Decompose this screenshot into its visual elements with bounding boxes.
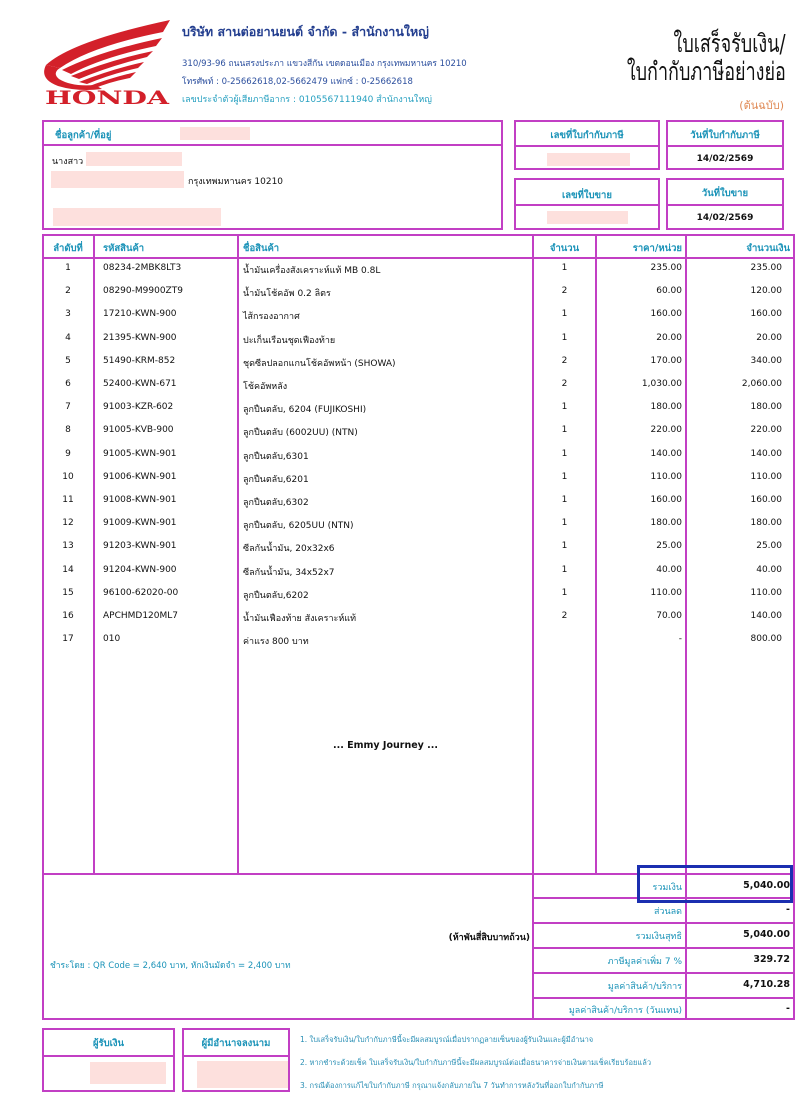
redacted-block <box>180 127 250 140</box>
row-name: ลูกปืนตลับ,6301 <box>243 451 309 462</box>
row-no: 10 <box>62 471 74 482</box>
sales-date: 14/02/2569 <box>696 213 754 223</box>
row-qty: 1 <box>561 587 568 598</box>
customer-label: ชื่อลูกค้า/ที่อยู่ <box>55 130 112 141</box>
row-qty: 1 <box>561 309 568 320</box>
row-amount: 25.00 <box>756 541 782 552</box>
header-price: ราคา/หน่วย <box>632 243 682 254</box>
vat-value: 329.72 <box>753 954 790 965</box>
row-price: 25.00 <box>656 541 682 552</box>
row-no: 1 <box>65 263 71 273</box>
redacted-block <box>86 152 182 166</box>
row-no: 5 <box>65 355 71 366</box>
row-price: 60.00 <box>656 286 682 297</box>
row-no: 9 <box>65 448 71 459</box>
redacted-block <box>547 211 628 224</box>
row-code: 91006-KWN-901 <box>103 471 177 482</box>
authorized-label: ผู้มีอำนาจลงนาม <box>201 1038 271 1049</box>
row-price: 140.00 <box>650 448 682 459</box>
row-amount: 2,060.00 <box>741 379 782 389</box>
row-name: ลูกปืนตลับ,6202 <box>243 590 309 601</box>
row-amount: 235.00 <box>750 263 782 273</box>
honda-wing-icon <box>40 15 175 107</box>
row-price: 110.00 <box>650 471 682 482</box>
row-no: 4 <box>65 332 71 343</box>
table-row <box>0 286 800 302</box>
row-name: ค่าแรง 800 บาท <box>243 637 309 648</box>
row-qty: 1 <box>561 332 568 343</box>
logo-text: HONDA <box>45 87 170 107</box>
net-total-label: รวมเงินสุทธิ <box>635 932 682 942</box>
row-qty: 1 <box>561 402 568 413</box>
row-price: 40.00 <box>656 564 682 575</box>
table-row <box>0 541 800 557</box>
row-price: 180.00 <box>650 518 682 529</box>
header-qty: จำนวน <box>549 243 580 254</box>
row-price: 160.00 <box>650 495 682 505</box>
table-row <box>0 379 800 395</box>
row-name: น้ำมันเฟืองท้าย สังเคราะห์แท้ <box>243 614 357 624</box>
tax-invoice-no-label: เลขที่ใบกำกับภาษี <box>550 130 624 141</box>
row-qty: 1 <box>561 541 568 552</box>
row-name: ซีลกันน้ำมัน, 34x52x7 <box>243 567 335 578</box>
row-no: 13 <box>62 541 74 552</box>
row-amount: 110.00 <box>750 471 782 482</box>
row-price: 1,030.00 <box>641 379 682 389</box>
row-no: 17 <box>62 634 74 645</box>
row-price: 160.00 <box>650 309 682 320</box>
document-title-line2: ใบกำกับภาษีอย่างย่อ <box>627 57 786 86</box>
company-address: 310/93-96 ถนนสรงประภา แขวงสีกัน เขตดอนเมือง กรุงเทพมหานคร 10210 <box>182 59 467 69</box>
footer-note-2: 2. หากชำระด้วยเช็ค ใบเสร็จรับเงิน/ใบกำกับภาษีนี้จะมีผลสมบูรณ์ต่อเมื่อธนาคารจ่ายเงินตามเช็คเรียบร้อยแล้ว <box>300 1058 652 1067</box>
row-code: 91008-KWN-901 <box>103 495 177 505</box>
row-qty: 2 <box>561 379 568 389</box>
row-code: 17210-KWN-900 <box>103 309 177 320</box>
payment-method: ชำระโดย : QR Code = 2,640 บาท, หักเงินมัดจำ = 2,400 บาท <box>50 961 291 971</box>
row-code: 010 <box>103 634 121 645</box>
row-no: 2 <box>65 286 71 297</box>
divider <box>533 947 795 949</box>
row-code: 91203-KWN-901 <box>103 541 177 552</box>
total-label: รวมเงิน <box>652 883 682 893</box>
customer-city: กรุงเทพมหานคร 10210 <box>188 177 284 187</box>
row-amount: 180.00 <box>750 518 782 529</box>
substitute-value: - <box>786 1003 790 1014</box>
row-code: 52400-KWN-671 <box>103 379 177 389</box>
company-name: บริษัท สานต่อยานยนต์ จำกัด - สำนักงานใหญ่ <box>182 24 429 39</box>
company-tax-id: เลขประจำตัวผู้เสียภาษีอากร : 0105567111940 สำนักงานใหญ่ <box>182 95 432 105</box>
tax-invoice-date-label: วันที่ใบกำกับภาษี <box>690 130 760 141</box>
table-row <box>0 309 800 325</box>
divider <box>182 1055 290 1057</box>
row-price: 170.00 <box>650 355 682 366</box>
document-title-line1: ใบเสร็จรับเงิน/ <box>674 29 786 58</box>
total-highlight-box <box>637 865 793 903</box>
table-row <box>0 565 800 581</box>
row-qty: 1 <box>561 471 568 482</box>
redacted-block <box>197 1061 288 1088</box>
footer-note-3: 3. กรณีต้องการแก้ไขใบกำกับภาษี กรุณาแจ้งกลับภายใน 7 วันทำการหลังวันที่ออกใบกำกับภาษี <box>300 1081 604 1090</box>
row-no: 14 <box>62 564 74 575</box>
table-row <box>0 425 800 441</box>
row-qty: 1 <box>561 263 568 273</box>
row-amount: 120.00 <box>750 286 782 297</box>
divider <box>666 145 784 147</box>
row-qty: 1 <box>561 448 568 459</box>
row-qty: 1 <box>561 425 568 436</box>
divider <box>514 204 660 206</box>
row-qty: 2 <box>561 611 568 621</box>
header-no: ลำดับที่ <box>53 243 83 254</box>
row-code: 51490-KRM-852 <box>103 355 176 366</box>
table-header-divider <box>42 257 795 259</box>
row-code: 91005-KWN-901 <box>103 448 177 459</box>
redacted-block <box>547 153 630 166</box>
table-row <box>0 634 800 650</box>
table-row <box>0 588 800 604</box>
row-amount: 110.00 <box>750 587 782 598</box>
row-amount: 800.00 <box>750 634 782 645</box>
divider <box>666 204 784 206</box>
header-name: ชื่อสินค้า <box>243 243 280 254</box>
row-no: 16 <box>62 611 74 621</box>
discount-label: ส่วนลด <box>653 907 682 917</box>
row-name: ลูกปืนตลับ, 6205UU (NTN) <box>243 521 354 532</box>
row-qty: 1 <box>561 518 568 529</box>
table-row <box>0 495 800 511</box>
row-no: 15 <box>62 587 74 598</box>
redacted-block <box>53 208 221 226</box>
row-price: 180.00 <box>650 402 682 413</box>
row-qty: 1 <box>561 495 568 505</box>
divider <box>514 145 660 147</box>
row-amount: 40.00 <box>756 564 782 575</box>
table-row <box>0 518 800 534</box>
divider <box>42 144 503 146</box>
pre-vat-value-label: มูลค่าสินค้า/บริการ <box>607 982 682 992</box>
table-note: ... Emmy Journey ... <box>333 740 438 751</box>
row-price: 70.00 <box>656 611 682 621</box>
row-amount: 180.00 <box>750 402 782 413</box>
row-code: 21395-KWN-900 <box>103 332 177 343</box>
amount-in-words: (ห้าพันสี่สิบบาทถ้วน) <box>448 933 530 943</box>
footer-note-1: 1. ใบเสร็จรับเงิน/ใบกำกับภาษีนี้จะมีผลสมบูรณ์เมื่อปรากฏลายเซ็นของผู้รับเงินและผู้มีอำนาจ <box>300 1035 594 1044</box>
tax-invoice-date: 14/02/2569 <box>696 154 754 164</box>
row-code: APCHMD120ML7 <box>103 611 179 621</box>
row-qty: 2 <box>561 286 568 297</box>
row-code: 91005-KVB-900 <box>103 425 174 436</box>
total-value: 5,040.00 <box>743 880 790 891</box>
table-row <box>0 611 800 627</box>
row-amount: 160.00 <box>750 309 782 320</box>
redacted-block <box>90 1062 166 1084</box>
header-amount: จำนวนเงิน <box>746 243 790 254</box>
row-code: 91009-KWN-901 <box>103 518 177 529</box>
sales-date-label: วันที่ใบขาย <box>701 188 749 199</box>
table-row <box>0 263 800 279</box>
row-no: 8 <box>65 425 71 436</box>
divider <box>533 922 795 924</box>
row-no: 7 <box>65 402 71 413</box>
divider <box>533 997 795 999</box>
row-code: 91003-KZR-602 <box>103 402 174 413</box>
substitute-value-label: มูลค่าสินค้า/บริการ (วันแทน) <box>568 1006 682 1016</box>
row-amount: 140.00 <box>750 611 782 621</box>
table-row <box>0 356 800 372</box>
row-name: ลูกปืนตลับ,6302 <box>243 498 309 508</box>
row-price: 20.00 <box>656 332 682 343</box>
row-price: - <box>678 634 682 645</box>
row-name: น้ำมันเครื่องสังเคราะห์แท้ MB 0.8L <box>243 266 381 276</box>
row-no: 11 <box>62 495 74 505</box>
row-price: 220.00 <box>650 425 682 436</box>
row-name: ซีลกันน้ำมัน, 20x32x6 <box>243 544 335 555</box>
table-row <box>0 402 800 418</box>
row-name: ลูกปืนตลับ,6201 <box>243 474 309 485</box>
honda-logo <box>40 15 175 107</box>
row-name: ปะเก็นเรือนชุดเฟืองท้าย <box>243 335 336 346</box>
table-row <box>0 333 800 349</box>
row-code: 08234-2MBK8LT3 <box>103 263 182 273</box>
divider <box>42 1055 175 1057</box>
divider <box>533 972 795 974</box>
row-price: 110.00 <box>650 587 682 598</box>
row-name: โช้คอัพหลัง <box>243 382 288 392</box>
receiver-label: ผู้รับเงิน <box>92 1038 125 1049</box>
table-row <box>0 472 800 488</box>
row-no: 3 <box>65 309 71 320</box>
row-no: 6 <box>65 379 71 389</box>
sales-no-label: เลขที่ใบขาย <box>562 190 612 201</box>
row-name: ลูกปืนตลับ, 6204 (FUJIKOSHI) <box>243 405 367 416</box>
discount-value: - <box>786 904 790 915</box>
row-code: 96100-62020-00 <box>103 587 179 598</box>
row-name: ชุดซีลปลอกแกนโช้คอัพหน้า (SHOWA) <box>243 358 396 369</box>
company-phone: โทรศัพท์ : 0-25662618,02-5662479 แฟกซ์ : 0-25662618 <box>182 77 413 87</box>
row-price: 235.00 <box>650 263 682 273</box>
row-name: ไส้กรองอากาศ <box>243 312 300 323</box>
net-total-value: 5,040.00 <box>743 929 790 940</box>
row-amount: 220.00 <box>750 425 782 436</box>
row-amount: 140.00 <box>750 448 782 459</box>
row-code: 91204-KWN-900 <box>103 564 177 575</box>
row-name: ลูกปืนตลับ (6002UU) (NTN) <box>243 428 358 439</box>
header-code: รหัสสินค้า <box>103 243 145 254</box>
customer-title: นางสาว <box>52 157 84 167</box>
pre-vat-value: 4,710.28 <box>743 979 790 990</box>
row-amount: 20.00 <box>756 332 782 343</box>
row-qty: 1 <box>561 564 568 575</box>
copy-label: (ต้นฉบับ) <box>739 99 784 112</box>
row-no: 12 <box>62 518 74 529</box>
row-amount: 340.00 <box>750 355 782 366</box>
redacted-block <box>51 171 184 188</box>
row-code: 08290-M9900ZT9 <box>103 286 183 297</box>
vat-label: ภาษีมูลค่าเพิ่ม 7 % <box>607 957 682 967</box>
table-row <box>0 449 800 465</box>
row-name: น้ำมันโช้คอัพ 0.2 ลิตร <box>243 289 331 300</box>
row-amount: 160.00 <box>750 495 782 505</box>
row-qty: 2 <box>561 355 568 366</box>
